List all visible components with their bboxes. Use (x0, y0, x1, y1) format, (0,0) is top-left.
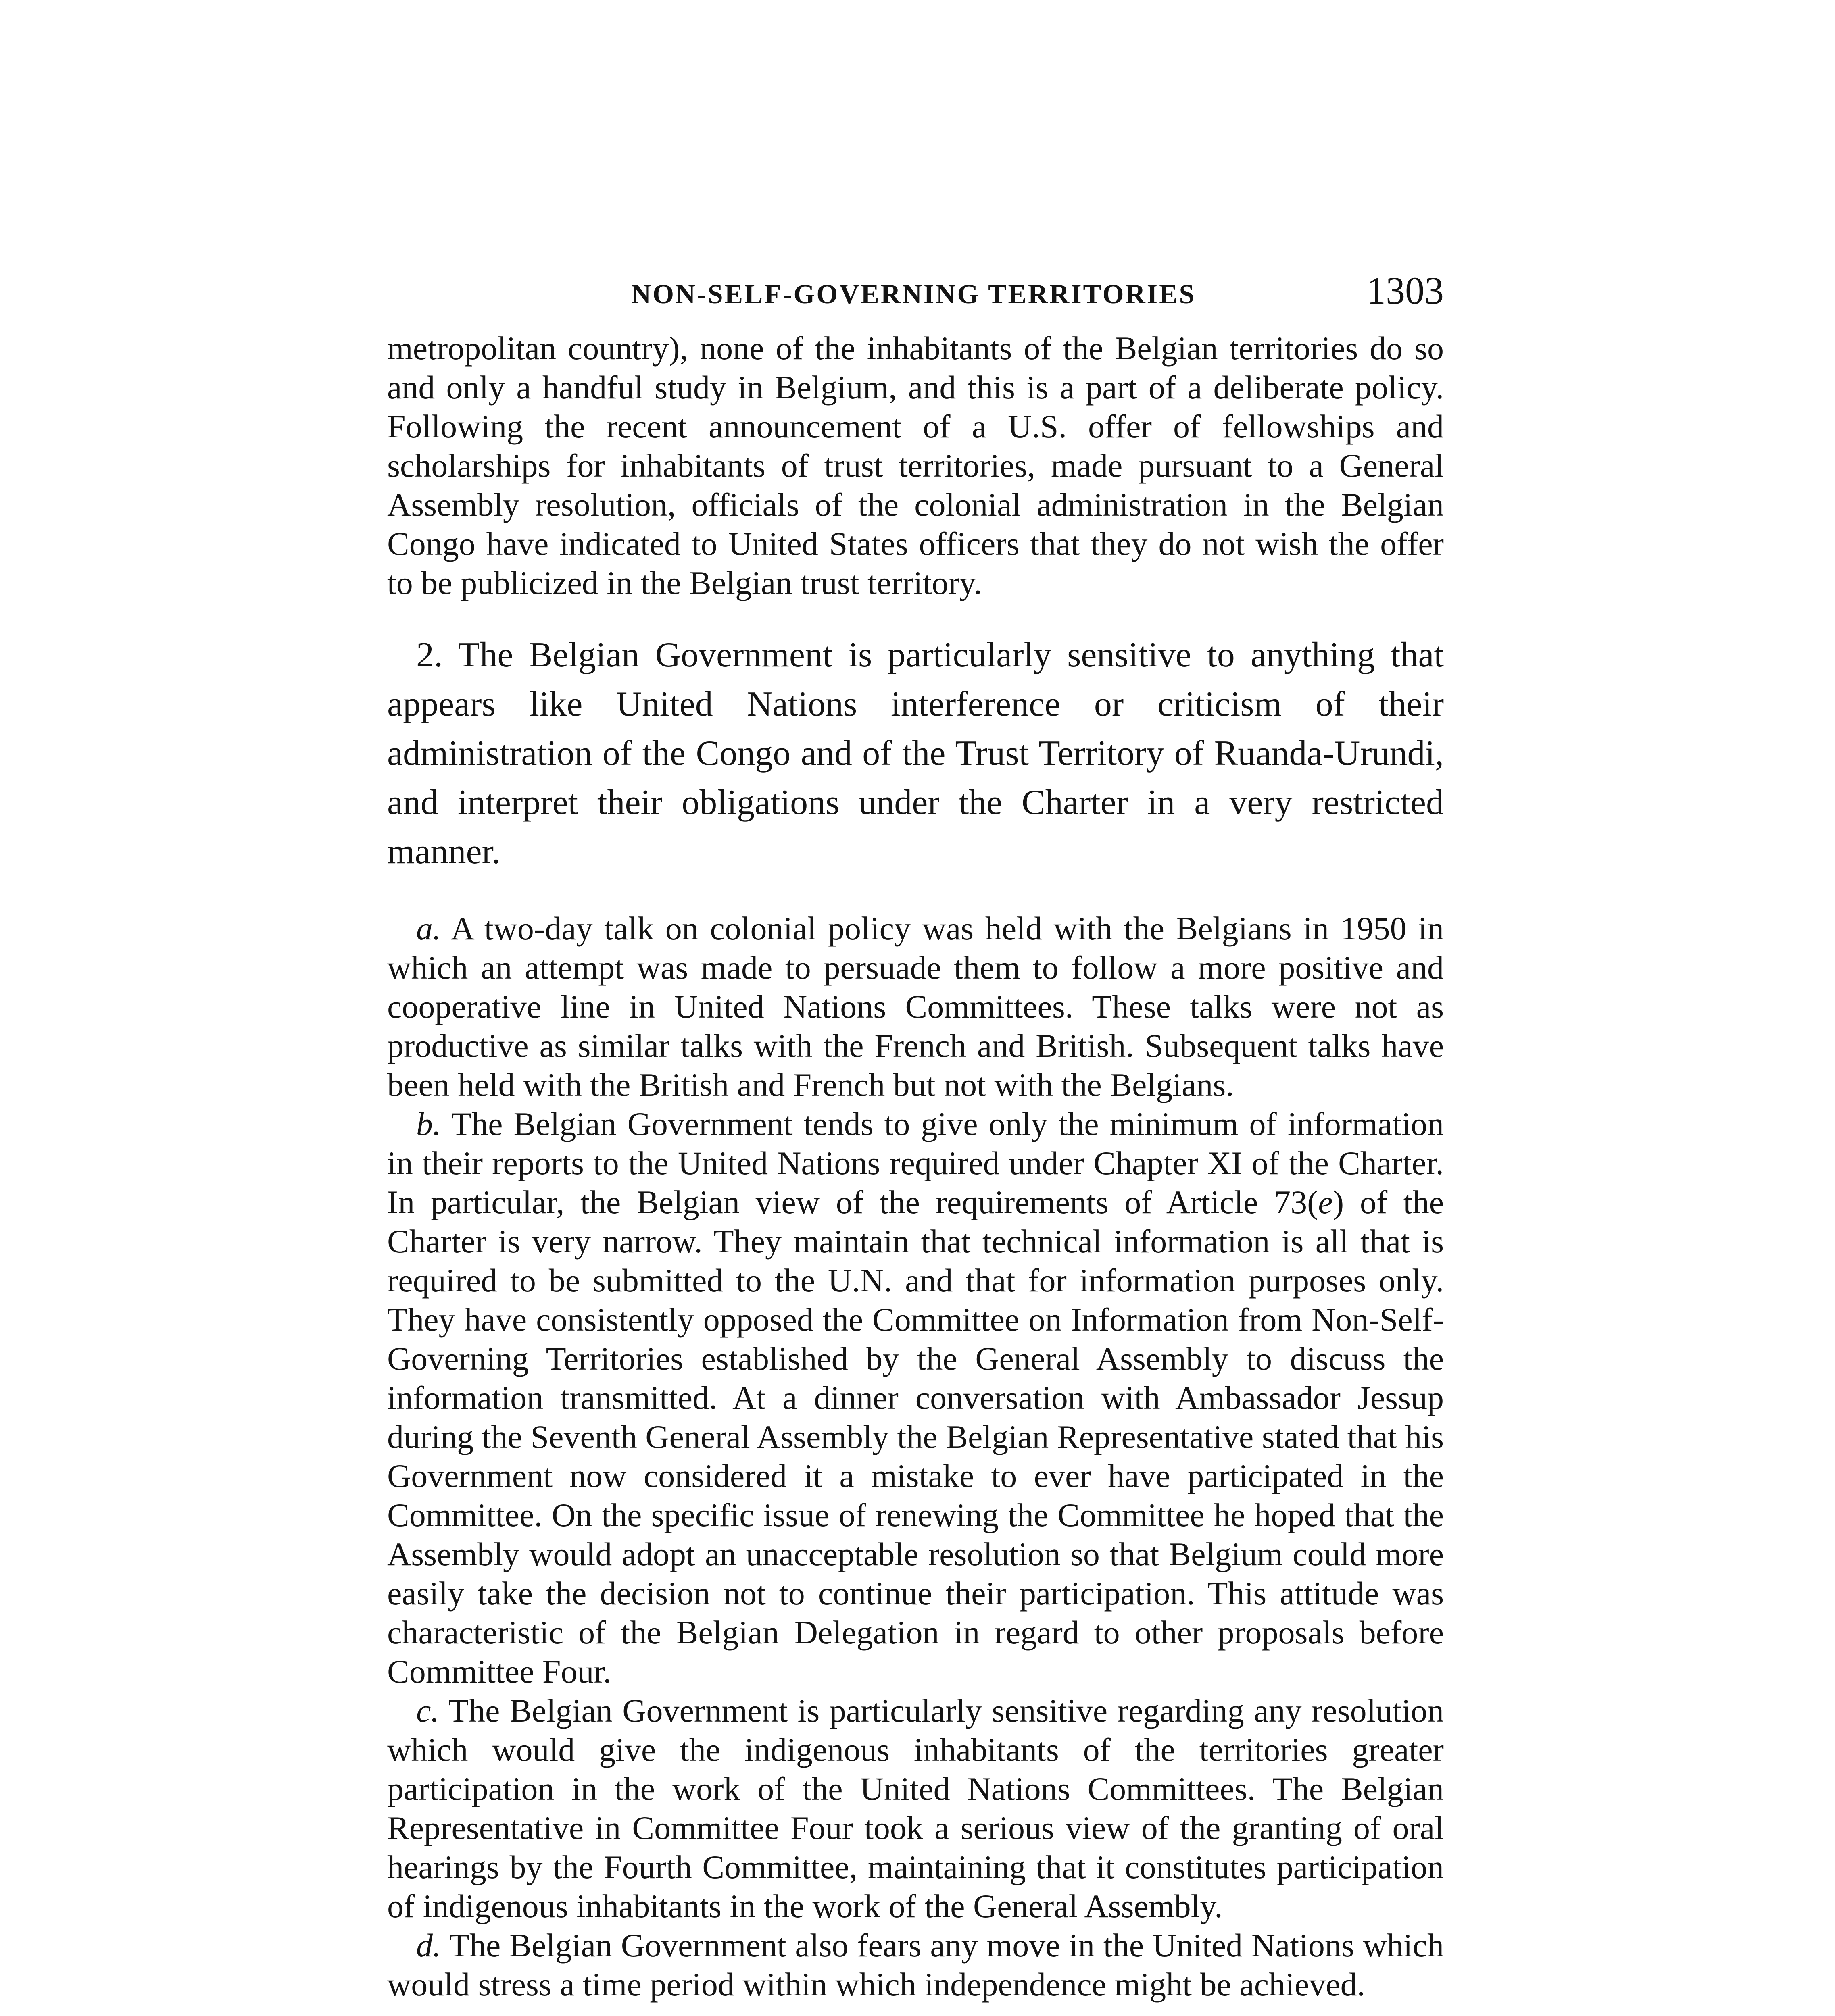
subparagraph-label: a. (416, 910, 441, 947)
subparagraph-d (387, 1926, 1444, 2004)
subparagraph-text: A two-day talk on colonial policy was held with the Belgians in 1950 in which an attempt was made to persuade them to follow a more positive and cooperative line in United Nations Committees. These talks were not as productive as similar talks with the French and British. Subsequent talks have been held with the British and French but not with the Belgians. (387, 910, 1444, 1103)
paragraph-continuation (387, 329, 1444, 602)
subparagraph-label: c. (416, 1692, 439, 1729)
subparagraph-a (387, 909, 1444, 1104)
page-number: 1303 (1366, 269, 1444, 312)
running-title: NON-SELF-GOVERNING TERRITORIES (631, 279, 1196, 309)
running-head (387, 268, 1444, 325)
subparagraph-text-part-1: The Belgian Government tends to give only the minimum of information in their reports to the United Nations required under Chapter XI of the Charter. In particular, the Belgian view of the requirements of Article 73( (387, 1106, 1444, 1220)
paragraph-text: 2. The Belgian Government is particularly sensitive to anything that appears like United Nations interference or criticism of their administration of the Congo and of the Trust Territory of Ruanda-Urundi, and interpret their obligations under the Charter in a very restricted manner. (387, 635, 1444, 871)
article-clause-letter: e (1318, 1184, 1333, 1220)
paragraph-text: metropolitan country), none of the inhabitants of the Belgian territories do so and only a handful study in Belgium, and this is a part of a deliberate policy. Following the recent announcement of a U.S. offer of fellowships and scholarships for inhabitants of trust territories, made pursuant to a General Assembly resolution, officials of the colonial administration in the Belgian Congo have indicated to United States officers that they do not wish the offer to be publicized in the Belgian trust territory. (387, 330, 1444, 601)
subparagraph-label: d. (416, 1927, 441, 1964)
subparagraph-text: The Belgian Government also fears any move in the United Nations which would stress a time period within which independence might be achieved. (387, 1927, 1444, 2003)
subparagraph-text-part-2: ) of the Charter is very narrow. They maintain that technical information is all that is required to be submitted to the U.N. and that for information purposes only. They have consistently opposed the Committee on Information from Non-Self-Governing Territories established by the General Assembly to discuss the information transmitted. At a dinner conversation with Ambassador Jessup during the Seventh General Assembly the Belgian Representative stated that his Government now considered it a mistake to ever have participated in the Committee. On the specific issue of renewing the Committee he hoped that the Assembly would adopt an unacceptable resolution so that Belgium could more easily take the decision not to continue their participation. This attitude was characteristic of the Belgian Delegation in regard to other proposals before Committee Four. (387, 1184, 1444, 1690)
subparagraph-text: The Belgian Government is particularly sensitive regarding any resolution which would give the indigenous inhabitants of the territories greater participation in the work of the United Nations Committees. The Belgian Representative in Committee Four took a serious view of the granting of oral hearings by the Fourth Committee, maintaining that it constitutes participation of indigenous inhabitants in the work of the General Assembly. (387, 1692, 1444, 1924)
paragraph-2 (387, 631, 1444, 877)
subparagraph-c (387, 1691, 1444, 1926)
subparagraph-label: b. (416, 1106, 441, 1142)
subparagraph-b (387, 1104, 1444, 1691)
body-text (387, 329, 1444, 2016)
